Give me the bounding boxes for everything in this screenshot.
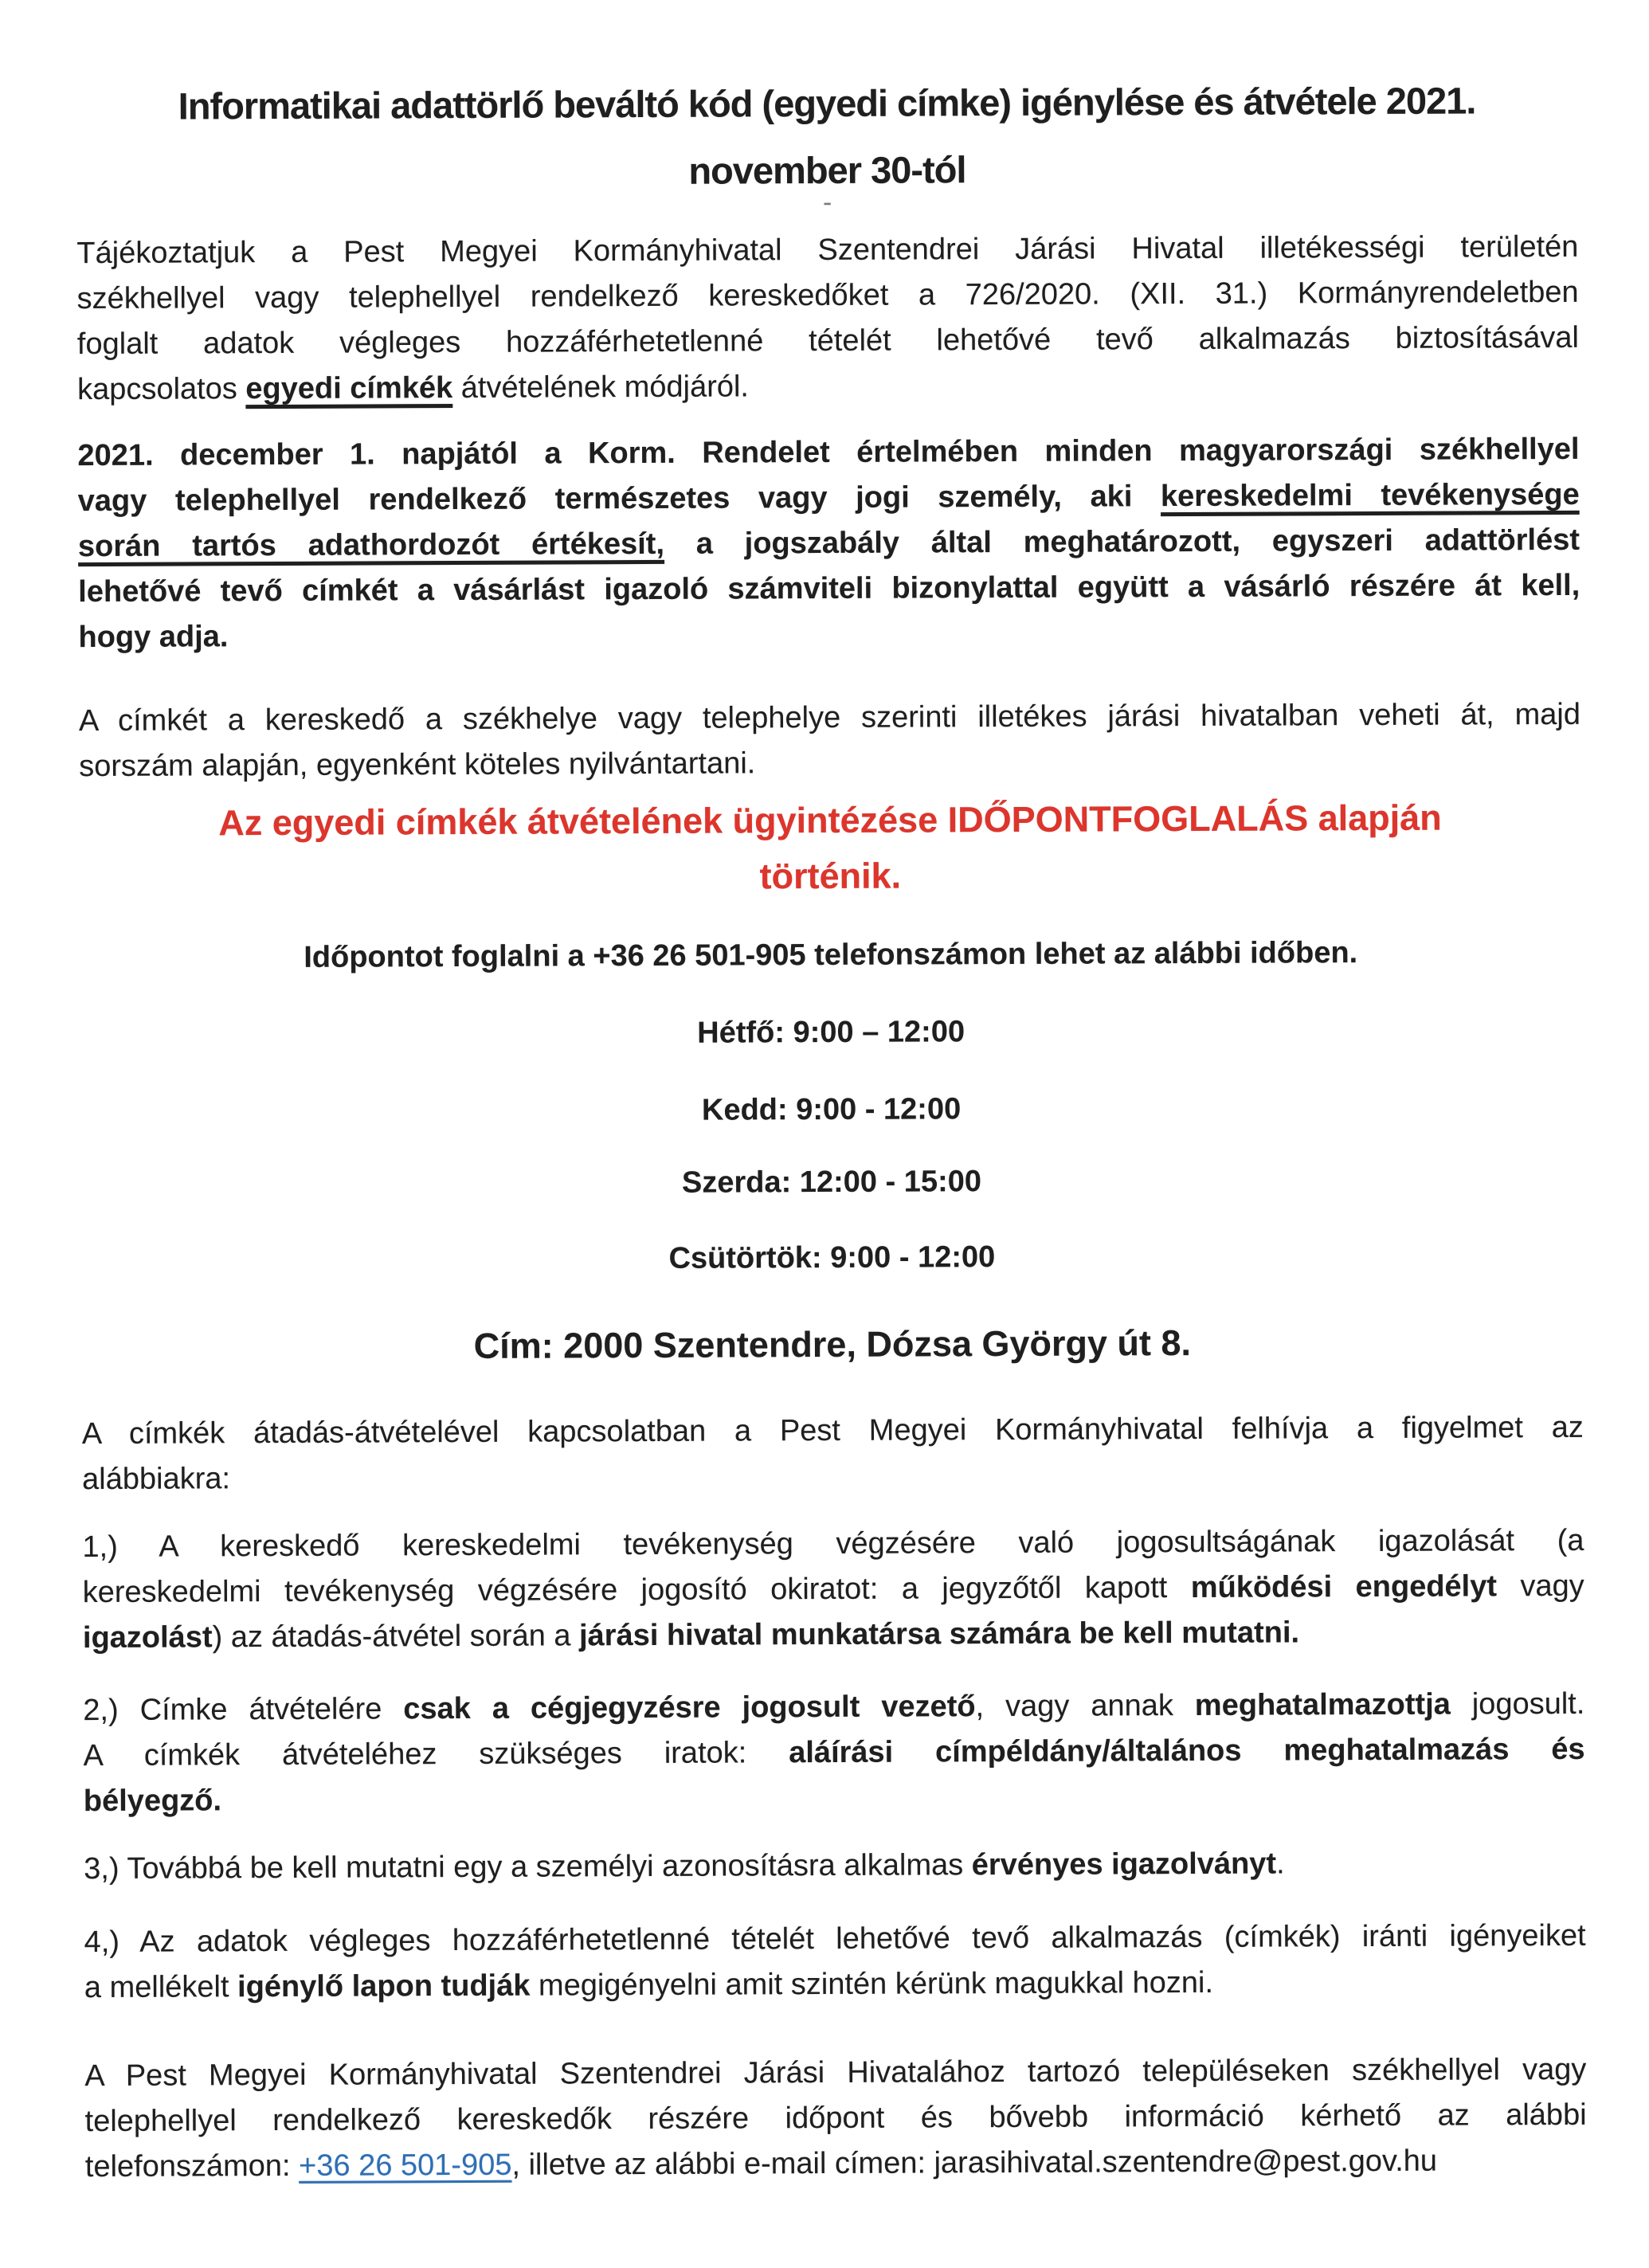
schedule-thursday: Csütörtök: 9:00 - 12:00 bbox=[668, 1240, 996, 1275]
notice-paragraph bbox=[82, 1405, 1584, 1502]
phone-link[interactable]: +36 26 501-905 bbox=[299, 2148, 512, 2183]
address-line: Cím: 2000 Szentendre, Dózsa György út 8. bbox=[473, 1322, 1192, 1366]
text-line: telefonszámon: +36 26 501-905, illetve az alábbi e-mail címen: jarasihivatal.szentendre@pest.gov.hu bbox=[84, 2144, 1438, 2184]
text-line: lehetővé tevő címkét a vásárlást igazoló számviteli bizonylattal együtt a vásárló részére át kell, bbox=[78, 568, 1580, 609]
item-3-paragraph bbox=[84, 1840, 1585, 1892]
text-line: A címkét a kereskedő a székhelye vagy telephelye szerinti illetékes járási hivatalban veheti át, majd bbox=[78, 697, 1581, 738]
text-line: hogy adja. bbox=[78, 620, 229, 655]
text-line: A címkék átadás-átvételével kapcsolatban a Pest Megyei Kormányhivatal felhívja a figyelmet az bbox=[81, 1410, 1584, 1451]
appointment-heading bbox=[79, 789, 1581, 907]
appointment-heading-line-1: Az egyedi címkék átvételének ügyintézése IDŐPONTFOGLALÁS alapján bbox=[218, 797, 1442, 844]
text-line: A Pest Megyei Kormányhivatal Szentendrei Járási Hivatalához tartozó településeken székhellyel vagy bbox=[84, 2052, 1587, 2094]
text-line: foglalt adatok végleges hozzáférhetetlenné tételét lehetővé tevő alkalmazás biztosításával bbox=[76, 320, 1579, 362]
text-line: Tájékoztatjuk a Pest Megyei Kormányhivatal Szentendrei Járási Hivatal illetékességi területén bbox=[76, 229, 1579, 271]
schedule-tuesday: Kedd: 9:00 - 12:00 bbox=[701, 1092, 962, 1127]
intro-paragraph bbox=[76, 225, 1579, 413]
title-line-2: november 30-tól bbox=[688, 148, 966, 192]
text-line: kapcsolatos egyedi címkék átvételének módjáról. bbox=[77, 370, 750, 407]
text-line: kereskedelmi tevékenység végzésére jogosító okiratot: a jegyzőtől kapott működési engedélyt vagy bbox=[82, 1569, 1584, 1610]
schedule-wednesday: Szerda: 12:00 - 15:00 bbox=[681, 1165, 982, 1200]
pickup-paragraph bbox=[79, 692, 1580, 789]
email-address: jarasihivatal.szentendre@pest.gov.hu bbox=[934, 2144, 1438, 2180]
item-2-paragraph bbox=[83, 1682, 1585, 1824]
text-line: A címkék átvételéhez szükséges iratok: aláírási címpéldány/általános meghatalmazás és bbox=[83, 1732, 1585, 1773]
text-line: a mellékelt igénylő lapon tudják megigényelni amit szintén kérünk magukkal hozni. bbox=[84, 1965, 1214, 2005]
text-line: telephellyel rendelkező kereskedők részére időpont és bővebb információ kérhető az alábbi bbox=[84, 2098, 1587, 2139]
item-1-paragraph bbox=[82, 1518, 1584, 1661]
scan-dash-artifact: - bbox=[822, 186, 832, 218]
text-line: 2021. december 1. napjától a Korm. Rendelet értelmében minden magyarországi székhellyel bbox=[77, 432, 1580, 473]
text-line: igazolást) az átadás-átvétel során a járási hivatal munkatársa számára be kell mutatni. bbox=[82, 1616, 1300, 1655]
appointment-heading-line-2: történik. bbox=[759, 855, 902, 897]
text-line: bélyegző. bbox=[83, 1784, 222, 1819]
booking-info-line: Időpontot foglalni a +36 26 501-905 telefonszámon lehet az alábbi időben. bbox=[304, 936, 1358, 974]
text-line: során tartós adathordozót értékesít, a jogszabály által meghatározott, egyszeri adattörlést bbox=[77, 523, 1580, 564]
text-line: székhellyel vagy telephellyel rendelkező kereskedőket a 726/2020. (XII. 31.) Kormányrendeletben bbox=[76, 275, 1579, 316]
text-line: 1,) A kereskedő kereskedelmi tevékenység végzésére való jogosultságának igazolását (a bbox=[82, 1523, 1584, 1565]
document-title bbox=[76, 67, 1578, 207]
title-line-1: Informatikai adattörlő beváltó kód (egyedi címke) igénylése és átvétele 2021. bbox=[178, 79, 1476, 127]
item-4-paragraph bbox=[84, 1914, 1586, 2011]
text-line: alábbiakra: bbox=[82, 1462, 231, 1497]
text-line: sorszám alapján, egyenként köteles nyilvántartani. bbox=[79, 746, 756, 784]
text-line: vagy telephellyel rendelkező természetes vagy jogi személy, aki kereskedelmi tevékenysége bbox=[77, 477, 1580, 519]
text-line: 3,) Továbbá be kell mutatni egy a személyi azonosításra alkalmas érvényes igazolványt. bbox=[84, 1847, 1285, 1886]
text-line: 4,) Az adatok végleges hozzáférhetetlenné tételét lehetővé tevő alkalmazás (címkék) iránti igényeiket bbox=[84, 1918, 1586, 1960]
text-line: 2,) Címke átvételére csak a cégjegyzésre jogosult vezető, vagy annak meghatalmazottja jogosult. bbox=[83, 1686, 1585, 1728]
contact-paragraph bbox=[84, 2047, 1587, 2190]
regulation-paragraph bbox=[77, 427, 1580, 660]
schedule-monday: Hétfő: 9:00 – 12:00 bbox=[697, 1015, 966, 1050]
